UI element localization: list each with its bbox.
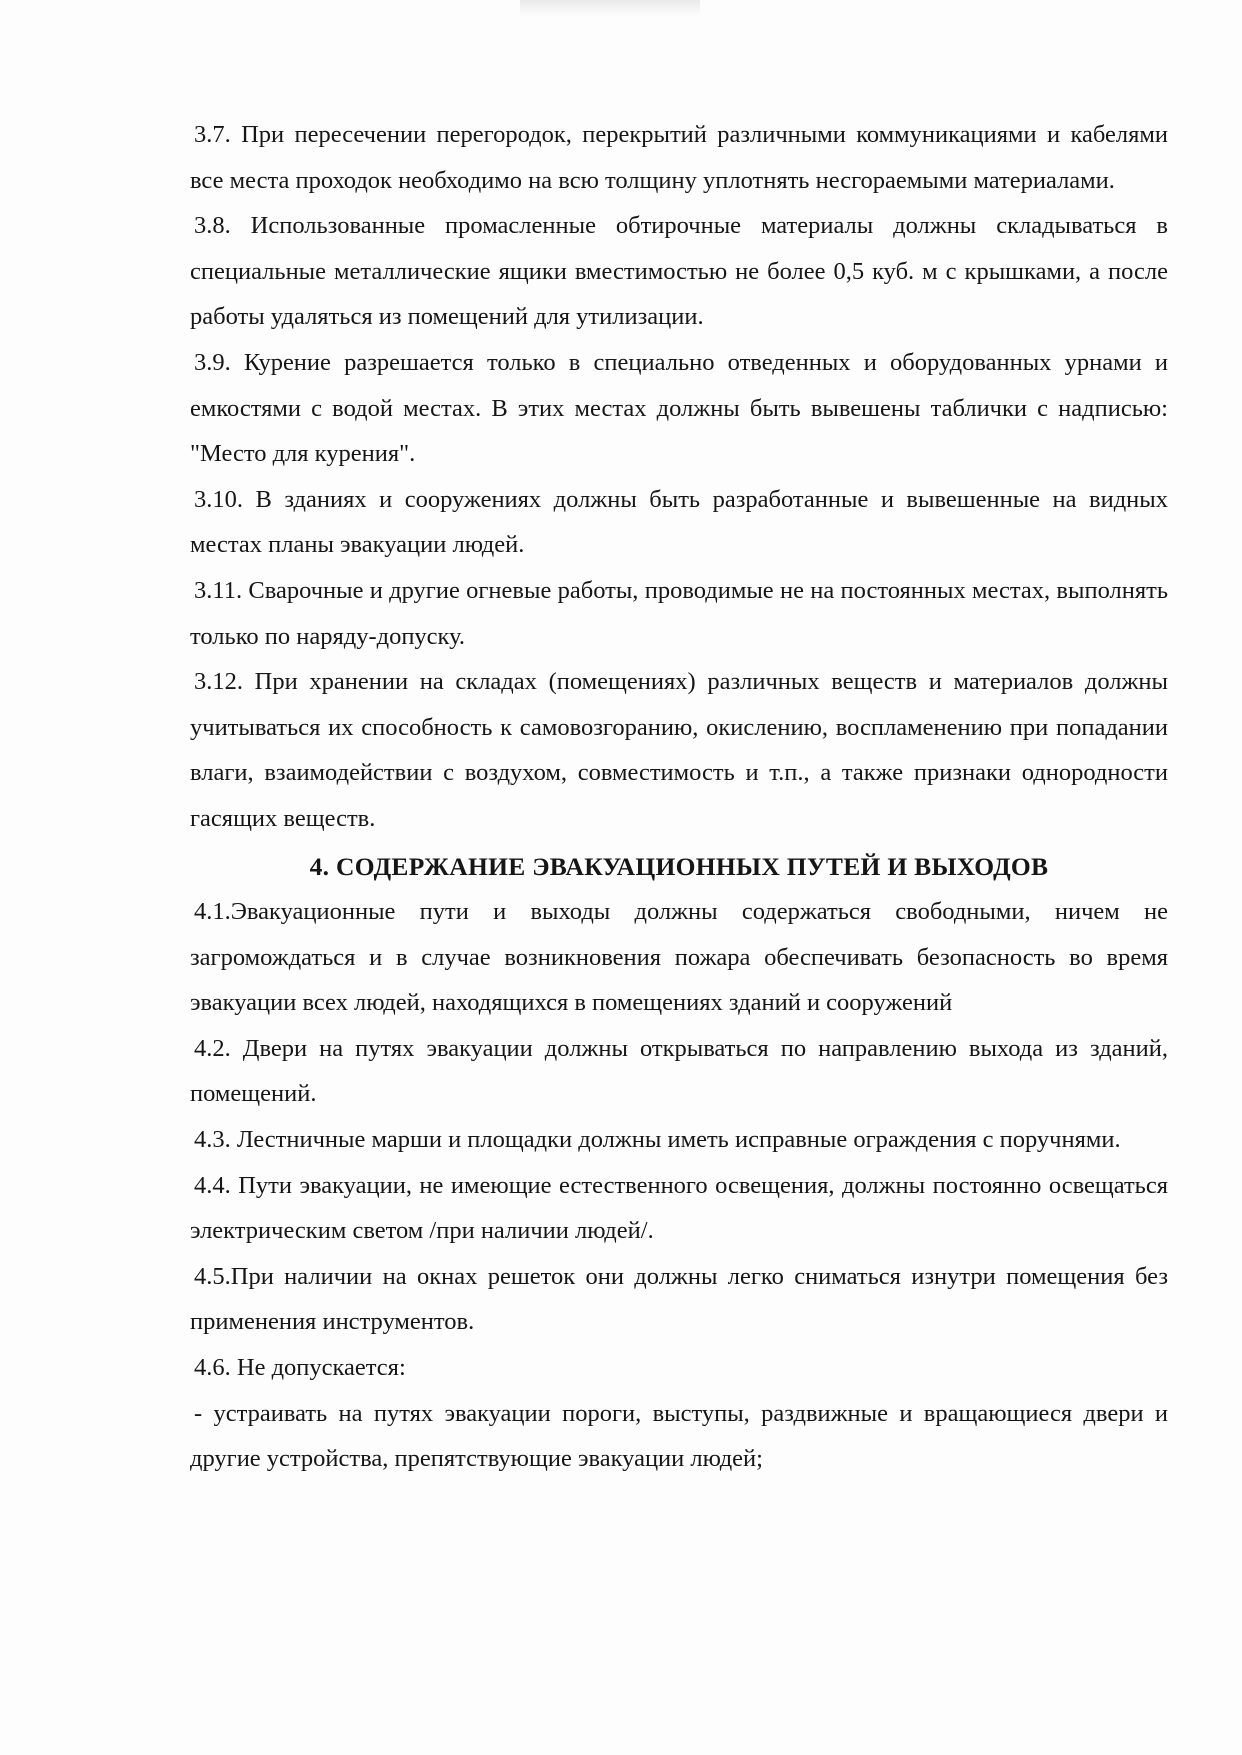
document-body — [190, 112, 1168, 1482]
paragraph-3-9: 3.9. Курение разрешается только в специально отведенных и оборудованных урнами и емкостями с водой местах. В этих местах должны быть вывешены таблички с надписью: "Место для курения". — [190, 348, 1168, 468]
paragraph-4-6: 4.6. Не допускается: — [194, 1354, 406, 1382]
paragraph-4-5: 4.5.При наличии на окнах решеток они должны легко сниматься изнутри помещения без применения инструментов. — [190, 1262, 1168, 1336]
scan-artifact — [520, 0, 700, 16]
paragraph-4-4: 4.4. Пути эвакуации, не имеющие естественного освещения, должны постоянно освещаться электрическим светом /при наличии людей/. — [190, 1171, 1168, 1245]
paragraph-3-10: 3.10. В зданиях и сооружениях должны быть разработанные и вывешенные на видных местах планы эвакуации людей. — [190, 485, 1168, 559]
paragraph-3-8: 3.8. Использованные промасленные обтирочные материалы должны складываться в специальные металлические ящики вместимостью не более 0,5 куб. м с крышками, а после работы удаляться из помещений для утилизации. — [190, 212, 1168, 331]
section-4-heading: 4. СОДЕРЖАНИЕ ЭВАКУАЦИОННЫХ ПУТЕЙ И ВЫХОДОВ — [309, 851, 1049, 881]
paragraph-3-11: 3.11. Сварочные и другие огневые работы, проводимые не на постоянных местах, выполнять только по наряду-допуску. — [190, 576, 1168, 650]
paragraph-4-3: 4.3. Лестничные марши и площадки должны иметь исправные ограждения с поручнями. — [194, 1126, 1121, 1154]
paragraph-3-7: 3.7. При пересечении перегородок, перекрытий различными коммуникациями и кабелями все места проходок необходимо на всю толщину уплотнять несгораемыми материалами. — [190, 121, 1168, 194]
paragraph-4-1: 4.1.Эвакуационные пути и выходы должны содержаться свободными, ничем не загромождаться и в случае возникновения пожара обеспечивать безопасность во время эвакуации всех людей, находящихся в помещениях зданий и сооружений — [190, 898, 1168, 1017]
paragraph-3-12: 3.12. При хранении на складах (помещениях) различных веществ и материалов должны учитываться их способность к самовозгоранию, окислению, воспламенению при попадании влаги, взаимодействии с воздухом, совместимость и т.п., а также признаки однородности гасящих веществ. — [190, 668, 1168, 832]
paragraph-4-6-item-1: - устраивать на путях эвакуации пороги, выступы, раздвижные и вращающиеся двери и другие устройства, препятствующие эвакуации людей; — [190, 1399, 1168, 1473]
paragraph-4-2: 4.2. Двери на путях эвакуации должны открываться по направлению выхода из зданий, помещений. — [190, 1034, 1168, 1108]
